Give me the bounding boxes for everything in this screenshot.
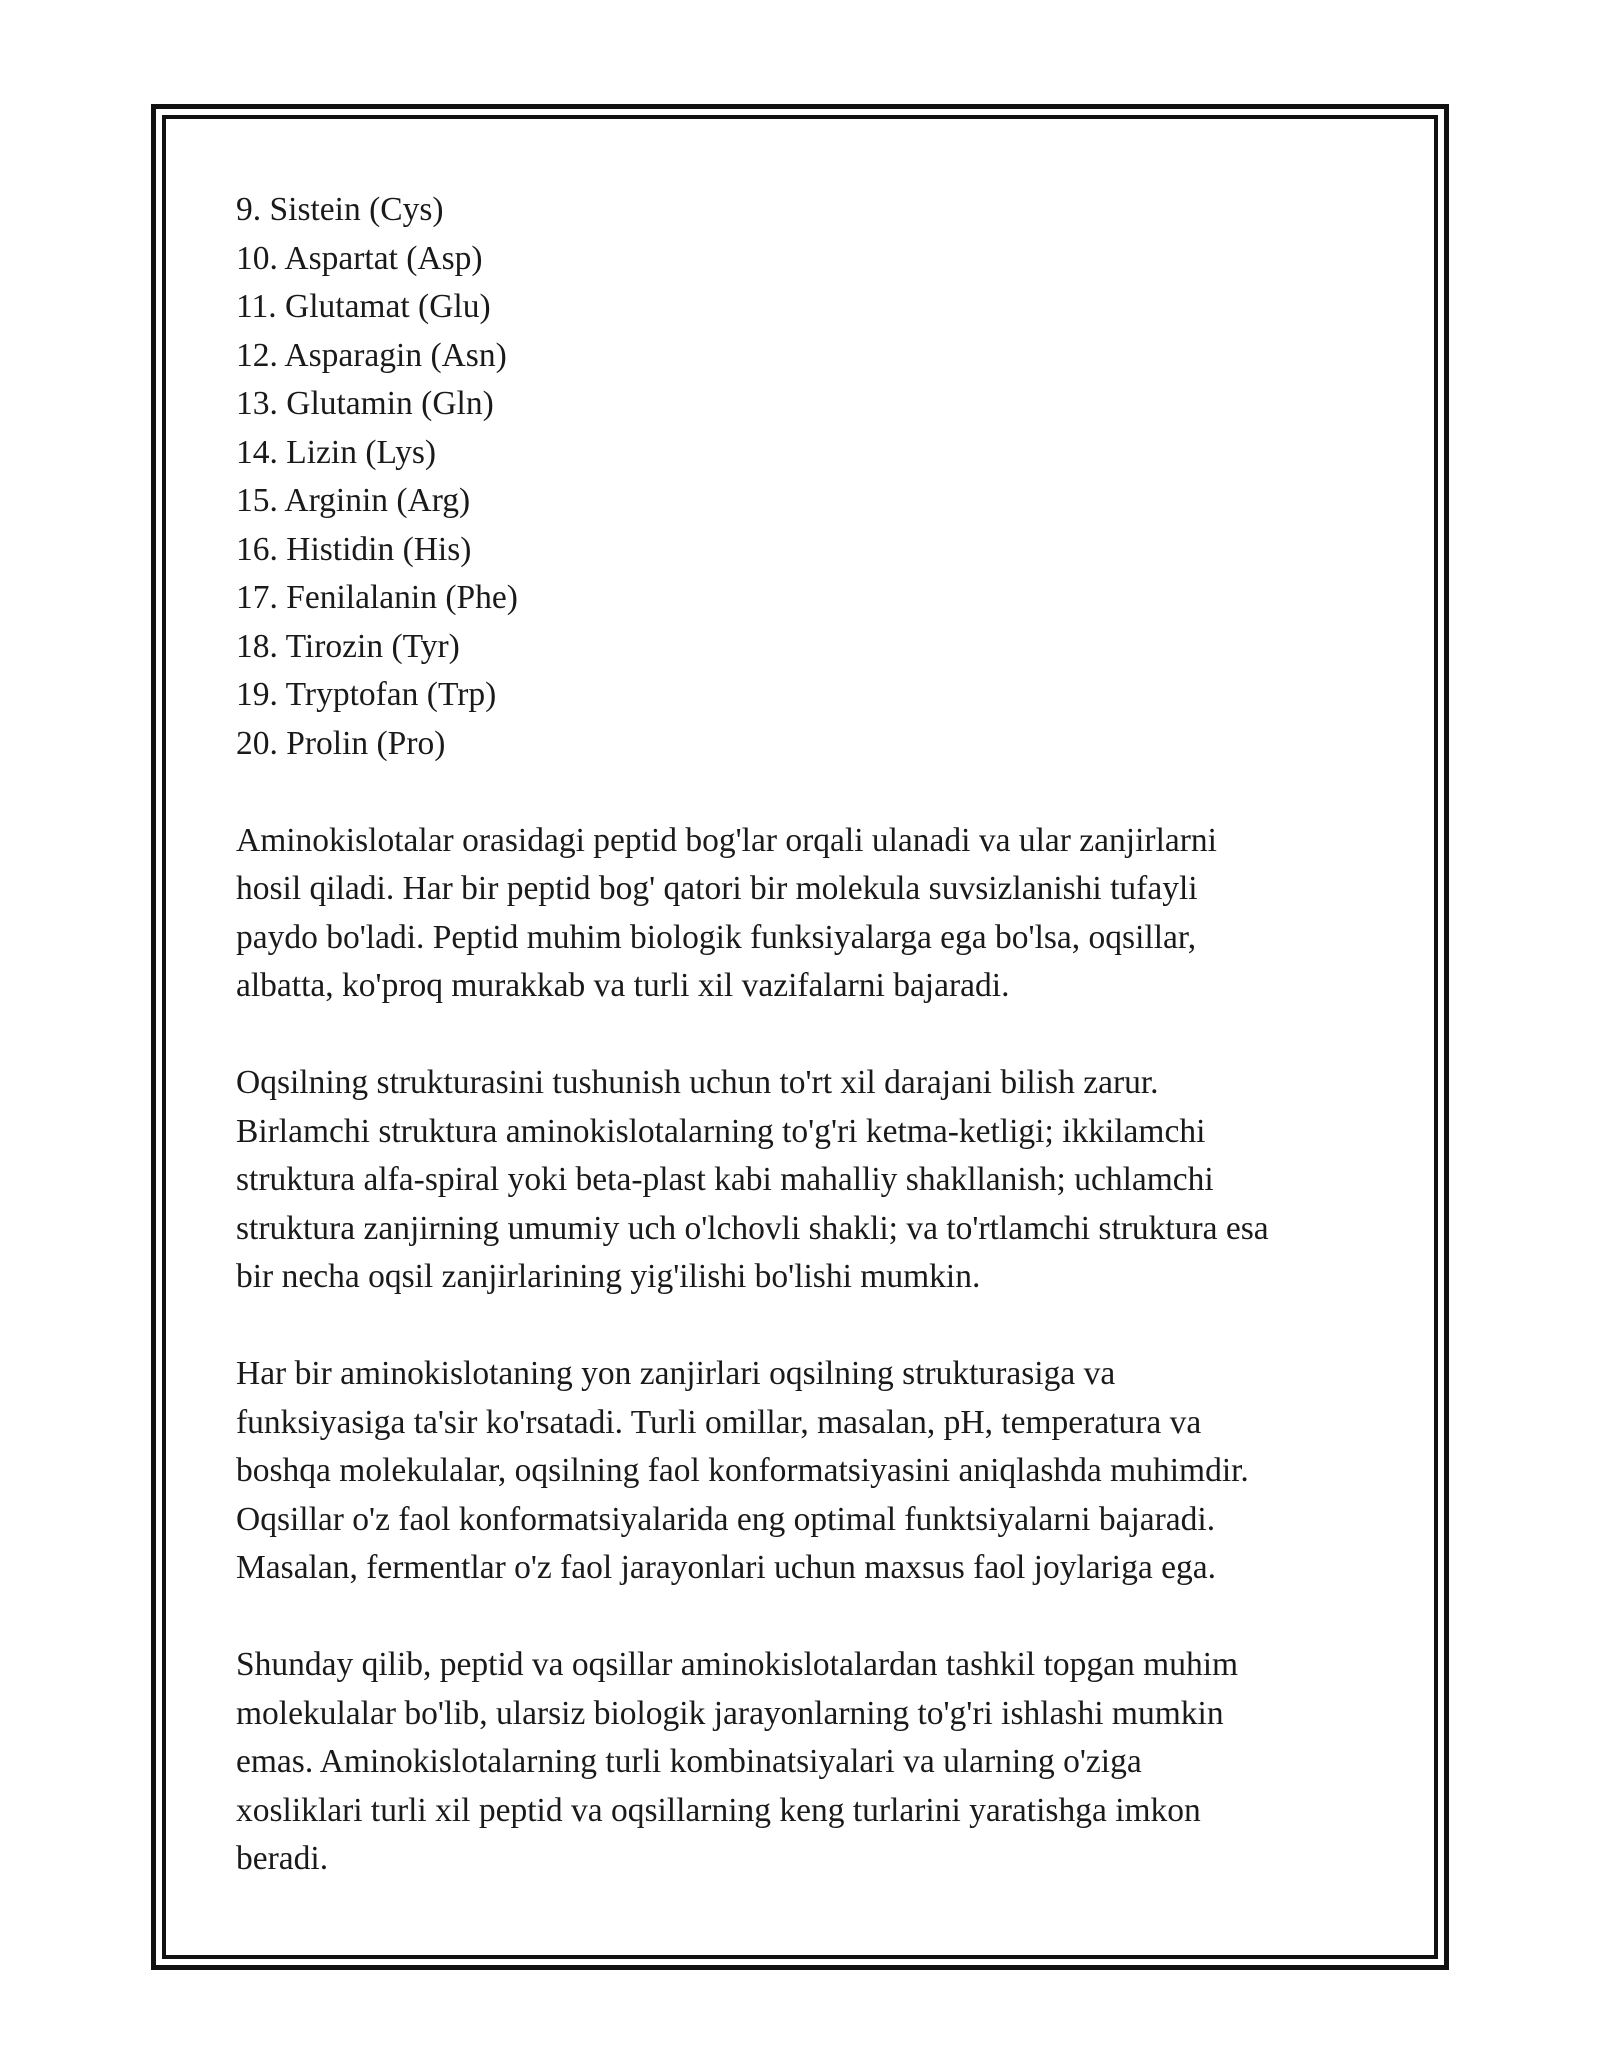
paragraph-line: Shunday qilib, peptid va oqsillar aminokislotalardan tashkil topgan muhim (236, 1646, 1239, 1683)
document-body (236, 186, 1376, 1884)
list-item: 10. Aspartat (Asp) (236, 239, 483, 277)
list-item: 15. Arginin (Arg) (236, 482, 471, 519)
amino-acid-list (236, 186, 1376, 768)
paragraph-line: beradi. (236, 1840, 329, 1877)
paragraph-line: molekulalar bo'lib, ularsiz biologik jarayonlarning to'g'ri ishlashi mumkin (236, 1694, 1224, 1732)
paragraph-line: Har bir aminokislotaning yon zanjirlari oqsilning strukturasiga va (236, 1355, 1116, 1392)
list-item: 18. Tirozin (Tyr) (236, 627, 460, 665)
paragraph-line: boshqa molekulalar, oqsilning faol konformatsiyasini aniqlashda muhimdir. (236, 1452, 1249, 1489)
paragraph-line: Oqsilning strukturasini tushunish uchun to'rt xil darajani bilish zarur. (236, 1064, 1159, 1101)
paragraph-line: struktura zanjirning umumiy uch o'lchovli shakli; va to'rtlamchi struktura esa (236, 1209, 1269, 1247)
paragraph-side-chains (236, 1350, 1376, 1593)
list-item: 20. Prolin (Pro) (236, 724, 446, 762)
paragraph-line: bir necha oqsil zanjirlarining yig'ilishi bo'lishi mumkin. (236, 1258, 981, 1295)
paragraph-protein-structure (236, 1059, 1376, 1302)
list-item: 14. Lizin (Lys) (236, 433, 437, 471)
list-item: 12. Asparagin (Asn) (236, 336, 507, 374)
paragraph-peptide-bonds (236, 817, 1376, 1011)
paragraph-conclusion (236, 1641, 1376, 1884)
paragraph-line: Masalan, fermentlar o'z faol jarayonlari uchun maxsus faol joylariga ega. (236, 1549, 1216, 1586)
paragraph-line: Birlamchi struktura aminokislotalarning to'g'ri ketma-ketligi; ikkilamchi (236, 1112, 1206, 1150)
list-item: 9. Sistein (Cys) (236, 191, 444, 228)
list-item: 19. Tryptofan (Trp) (236, 676, 497, 713)
list-item: 17. Fenilalanin (Phe) (236, 579, 518, 616)
paragraph-line: struktura alfa-spiral yoki beta-plast kabi mahalliy shakllanish; uchlamchi (236, 1161, 1214, 1198)
paragraph-line: Oqsillar o'z faol konformatsiyalarida eng optimal funktsiyalarni bajaradi. (236, 1500, 1216, 1538)
paragraph-line: albatta, ko'proq murakkab va turli xil vazifalarni bajaradi. (236, 967, 1010, 1004)
paragraph-line: Aminokislotalar orasidagi peptid bog'lar orqali ulanadi va ular zanjirlarni (236, 821, 1217, 859)
paragraph-line: emas. Aminokislotalarning turli kombinatsiyalari va ularning o'ziga (236, 1743, 1142, 1780)
list-item: 11. Glutamat (Glu) (236, 288, 491, 325)
list-item: 16. Histidin (His) (236, 530, 472, 568)
paragraph-line: hosil qiladi. Har bir peptid bog' qatori bir molekula suvsizlanishi tufayli (236, 870, 1198, 907)
paragraph-line: xosliklari turli xil peptid va oqsillarning keng turlarini yaratishga imkon (236, 1791, 1201, 1829)
paragraph-line: funksiyasiga ta'sir ko'rsatadi. Turli omillar, masalan, pH, temperatura va (236, 1403, 1202, 1441)
paragraph-line: paydo bo'ladi. Peptid muhim biologik funksiyalarga ega bo'lsa, oqsillar, (236, 918, 1197, 956)
list-item: 13. Glutamin (Gln) (236, 385, 494, 422)
